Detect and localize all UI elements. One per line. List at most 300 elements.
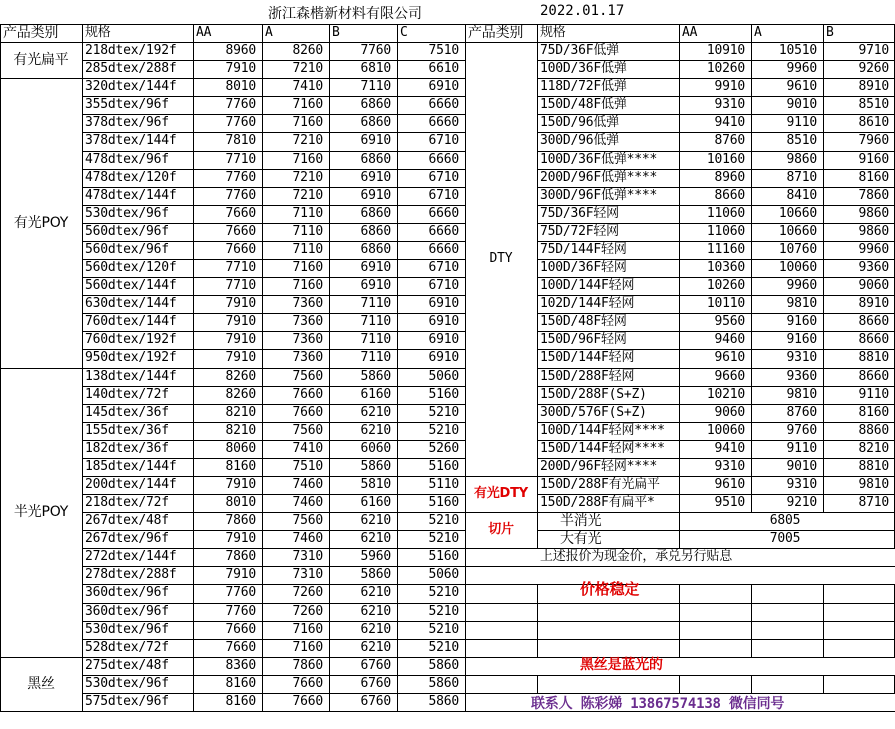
category-dty: DTY (489, 251, 513, 267)
chip-grade-label: 半消光 (560, 513, 602, 530)
left-spec-cell: 950dtex/192f (85, 350, 177, 366)
right-price-b: 8160 (858, 404, 889, 420)
left-price-b: 6810 (360, 61, 391, 77)
left-price-c: 6910 (428, 350, 459, 366)
left-price-b: 6860 (360, 115, 391, 131)
left-price-b: 6860 (360, 241, 391, 257)
left-spec-cell: 760dtex/144f (85, 314, 177, 330)
right-spec-cell: 300D/576F(S+Z) (540, 404, 647, 420)
right-price-aa: 10360 (706, 260, 745, 276)
grid-vline (465, 24, 466, 711)
left-price-c: 5210 (428, 621, 459, 637)
left-spec-cell: 320dtex/144f (85, 79, 177, 95)
right-price-a: 8710 (786, 169, 817, 185)
right-price-b: 8610 (858, 115, 889, 131)
right-price-aa: 10260 (706, 61, 745, 77)
left-spec-cell: 278dtex/288f (85, 567, 177, 583)
left-spec-cell: 478dtex/120f (85, 169, 177, 185)
chip-price: 6805 (769, 513, 801, 529)
right-price-aa: 11060 (706, 223, 745, 239)
left-price-a: 7460 (292, 477, 323, 492)
right-price-b: 8660 (858, 314, 889, 330)
left-price-b: 6210 (360, 585, 391, 601)
left-spec-cell: 272dtex/144f (85, 549, 177, 565)
left-price-a: 7210 (292, 133, 323, 149)
left-price-c: 5210 (428, 531, 459, 547)
left-price-b: 6760 (360, 675, 391, 691)
contact-info: 联系人 陈彩娣 13867574138 微信同号 (531, 695, 785, 712)
left-price-a: 7360 (292, 314, 323, 330)
right-header-a: A (754, 25, 762, 40)
left-spec-cell: 285dtex/288f (85, 61, 177, 77)
left-header-a: A (265, 25, 273, 40)
left-spec-cell: 378dtex/144f (85, 133, 177, 149)
right-spec-cell: 150D/288F轻网 (540, 368, 635, 384)
left-price-c: 5160 (428, 458, 459, 474)
left-spec-cell: 218dtex/72f (85, 495, 169, 511)
left-price-aa: 7660 (225, 639, 256, 655)
left-price-a: 7660 (292, 675, 323, 691)
grid-hline (465, 621, 895, 622)
left-spec-cell: 560dtex/120f (85, 260, 177, 276)
left-price-a: 7560 (292, 513, 323, 529)
left-price-aa: 7760 (225, 97, 256, 113)
left-price-a: 7260 (292, 603, 323, 619)
left-price-c: 5860 (428, 675, 459, 691)
left-spec-cell: 138dtex/144f (85, 368, 177, 384)
left-price-a: 7410 (292, 79, 323, 95)
right-price-a: 10660 (778, 223, 817, 239)
left-spec-cell: 560dtex/96f (85, 223, 169, 239)
right-spec-cell: 75D/72F轻网 (540, 223, 619, 239)
right-price-b: 7860 (858, 187, 889, 203)
left-price-c: 6910 (428, 296, 459, 312)
right-price-aa: 9610 (714, 477, 745, 492)
right-price-a: 8760 (786, 404, 817, 420)
right-price-a: 9810 (786, 386, 817, 402)
category-chips: 切片 (488, 522, 514, 538)
left-price-a: 7260 (292, 585, 323, 601)
left-price-a: 7860 (292, 657, 323, 673)
category-semi-poy: 半光POY (13, 504, 69, 521)
right-spec-cell: 150D/288F(S+Z) (540, 386, 647, 402)
left-price-aa: 8360 (225, 657, 256, 673)
left-price-c: 5160 (428, 549, 459, 565)
left-price-a: 7110 (292, 205, 323, 221)
right-price-a: 10760 (778, 241, 817, 257)
right-price-a: 9210 (786, 495, 817, 511)
left-price-aa: 7660 (225, 241, 256, 257)
left-price-a: 7160 (292, 278, 323, 294)
right-price-a: 9110 (786, 115, 817, 131)
right-spec-cell: 75D/144F轻网 (540, 241, 627, 257)
left-price-aa: 8260 (225, 368, 256, 384)
left-price-aa: 7760 (225, 187, 256, 203)
left-price-b: 6910 (360, 260, 391, 276)
left-price-aa: 7710 (225, 260, 256, 276)
left-header-aa: AA (196, 25, 212, 40)
right-price-aa: 9410 (714, 115, 745, 131)
left-price-c: 5060 (428, 368, 459, 384)
left-spec-cell: 560dtex/144f (85, 278, 177, 294)
left-price-c: 6710 (428, 133, 459, 149)
grid-vline (82, 24, 83, 711)
left-price-b: 5810 (360, 477, 391, 492)
left-price-a: 7460 (292, 495, 323, 511)
left-price-c: 5060 (428, 567, 459, 583)
left-price-aa: 8010 (225, 79, 256, 95)
left-price-c: 5210 (428, 585, 459, 601)
right-price-a: 9860 (786, 151, 817, 167)
left-price-a: 7460 (292, 531, 323, 547)
left-price-b: 6160 (360, 495, 391, 511)
right-price-b: 9360 (858, 260, 889, 276)
category-flat: 有光扁平 (13, 52, 69, 69)
right-price-aa: 8760 (714, 133, 745, 149)
left-price-a: 7210 (292, 187, 323, 203)
right-price-b: 8510 (858, 97, 889, 113)
left-price-b: 7110 (360, 314, 391, 330)
chip-price: 7005 (769, 531, 801, 547)
left-price-aa: 8010 (225, 495, 256, 511)
left-price-c: 5210 (428, 639, 459, 655)
right-price-aa: 10110 (706, 296, 745, 312)
black-yarn-note: 黑丝是蓝光的 (580, 656, 663, 673)
left-price-b: 6210 (360, 531, 391, 547)
right-price-b: 8910 (858, 79, 889, 95)
right-price-a: 9010 (786, 458, 817, 474)
left-price-c: 6660 (428, 223, 459, 239)
right-spec-cell: 100D/36F低弹 (540, 61, 627, 77)
right-spec-cell: 150D/288F有光扁平 (540, 477, 660, 492)
right-price-a: 9610 (786, 79, 817, 95)
left-price-aa: 8160 (225, 693, 256, 709)
left-price-aa: 8210 (225, 422, 256, 438)
left-spec-cell: 760dtex/192f (85, 332, 177, 348)
right-price-aa: 8660 (714, 187, 745, 203)
right-price-aa: 10210 (706, 386, 745, 402)
right-price-b: 9860 (858, 205, 889, 221)
left-price-b: 5960 (360, 549, 391, 565)
grid-hline (465, 675, 895, 676)
right-spec-cell: 150D/48F低弹 (540, 97, 627, 113)
right-price-b: 8660 (858, 332, 889, 348)
left-price-c: 5210 (428, 513, 459, 529)
right-price-aa: 9410 (714, 440, 745, 456)
right-price-b: 8860 (858, 422, 889, 438)
left-price-c: 6710 (428, 187, 459, 203)
left-spec-cell: 530dtex/96f (85, 621, 169, 637)
right-price-aa: 9460 (714, 332, 745, 348)
left-header-b: B (332, 25, 340, 40)
left-price-a: 7160 (292, 639, 323, 655)
right-price-a: 9360 (786, 368, 817, 384)
right-price-b: 8810 (858, 350, 889, 366)
right-price-aa: 8960 (714, 169, 745, 185)
right-spec-cell: 102D/144F轻网 (540, 296, 635, 312)
right-spec-cell: 150D/96低弹 (540, 115, 619, 131)
left-price-b: 7110 (360, 296, 391, 312)
left-price-c: 5860 (428, 657, 459, 673)
left-spec-cell: 630dtex/144f (85, 296, 177, 312)
right-price-aa: 9060 (714, 404, 745, 420)
left-header-c: C (400, 25, 408, 40)
right-spec-cell: 75D/36F低弹 (540, 43, 619, 59)
right-price-b: 9260 (858, 61, 889, 77)
left-price-b: 7110 (360, 350, 391, 366)
left-price-c: 6660 (428, 241, 459, 257)
left-spec-cell: 140dtex/72f (85, 386, 169, 402)
right-price-aa: 11160 (706, 241, 745, 257)
left-price-aa: 7660 (225, 621, 256, 637)
left-price-aa: 8160 (225, 458, 256, 474)
left-price-a: 7110 (292, 241, 323, 257)
grid-hline (465, 512, 537, 513)
right-spec-cell: 150D/48F轻网 (540, 314, 627, 330)
left-spec-cell: 360dtex/96f (85, 603, 169, 619)
left-price-a: 7360 (292, 332, 323, 348)
left-price-b: 6910 (360, 133, 391, 149)
grid-hline (465, 476, 537, 477)
left-spec-cell: 185dtex/144f (85, 458, 177, 474)
right-price-a: 9110 (786, 440, 817, 456)
left-spec-cell: 145dtex/36f (85, 404, 169, 420)
left-price-b: 6860 (360, 205, 391, 221)
left-price-c: 6910 (428, 332, 459, 348)
left-price-a: 7160 (292, 621, 323, 637)
right-price-aa: 9310 (714, 97, 745, 113)
left-price-b: 7760 (360, 43, 391, 59)
left-price-b: 6860 (360, 97, 391, 113)
left-price-aa: 7910 (225, 477, 256, 492)
left-price-c: 5210 (428, 422, 459, 438)
left-spec-cell: 200dtex/144f (85, 477, 177, 492)
category-bright-dty: 有光DTY (473, 486, 529, 502)
right-price-b: 9710 (858, 43, 889, 59)
right-header-cat: 产品类别 (468, 25, 524, 41)
left-price-b: 6060 (360, 440, 391, 456)
left-price-aa: 7910 (225, 332, 256, 348)
right-price-a: 9010 (786, 97, 817, 113)
right-price-aa: 9510 (714, 495, 745, 511)
right-spec-cell: 200D/96F低弹**** (540, 169, 658, 185)
left-price-aa: 7860 (225, 513, 256, 529)
left-price-aa: 8160 (225, 675, 256, 691)
grid-vline (679, 512, 680, 548)
right-price-aa: 10910 (706, 43, 745, 59)
grid-hline (465, 603, 895, 604)
left-price-aa: 7810 (225, 133, 256, 149)
sheet-date: 2022.01.17 (540, 3, 625, 19)
right-price-a: 10510 (778, 43, 817, 59)
left-price-c: 6660 (428, 97, 459, 113)
left-price-c: 5160 (428, 386, 459, 402)
left-price-a: 8260 (292, 43, 323, 59)
left-price-c: 5110 (428, 477, 459, 492)
right-spec-cell: 150D/96F轻网 (540, 332, 627, 348)
left-price-c: 6610 (428, 61, 459, 77)
right-price-a: 9960 (786, 278, 817, 294)
left-price-a: 7360 (292, 350, 323, 366)
left-price-b: 7110 (360, 332, 391, 348)
grid-vline (751, 675, 752, 693)
left-price-b: 6210 (360, 513, 391, 529)
right-price-aa: 9310 (714, 458, 745, 474)
grid-vline (751, 584, 752, 656)
right-price-aa: 9910 (714, 79, 745, 95)
right-spec-cell: 300D/96F低弹**** (540, 187, 658, 203)
left-price-c: 6660 (428, 151, 459, 167)
left-price-a: 7560 (292, 368, 323, 384)
right-spec-cell: 118D/72F低弹 (540, 79, 627, 95)
right-price-aa: 11060 (706, 205, 745, 221)
grid-vline (537, 584, 538, 656)
left-price-a: 7160 (292, 260, 323, 276)
left-price-b: 6210 (360, 422, 391, 438)
left-price-aa: 8210 (225, 404, 256, 420)
left-price-c: 6910 (428, 314, 459, 330)
left-spec-cell: 267dtex/48f (85, 513, 169, 529)
right-price-a: 9310 (786, 350, 817, 366)
left-price-aa: 8060 (225, 440, 256, 456)
left-spec-cell: 528dtex/72f (85, 639, 169, 655)
right-price-a: 9160 (786, 314, 817, 330)
left-price-b: 6210 (360, 639, 391, 655)
right-price-b: 9960 (858, 241, 889, 257)
right-price-a: 8410 (786, 187, 817, 203)
left-price-aa: 7760 (225, 585, 256, 601)
left-header-cat: 产品类别 (3, 25, 59, 41)
left-price-a: 7660 (292, 386, 323, 402)
right-price-a: 9810 (786, 296, 817, 312)
grid-vline (0, 24, 1, 711)
right-spec-cell: 150D/288F有扁平* (540, 495, 655, 511)
left-price-a: 7660 (292, 693, 323, 709)
left-spec-cell: 360dtex/96f (85, 585, 169, 601)
left-price-a: 7160 (292, 97, 323, 113)
right-price-a: 8510 (786, 133, 817, 149)
left-header-spec: 规格 (85, 25, 111, 40)
left-price-c: 5210 (428, 404, 459, 420)
left-price-c: 5860 (428, 693, 459, 709)
left-price-c: 5160 (428, 495, 459, 511)
left-price-b: 5860 (360, 368, 391, 384)
right-price-b: 8810 (858, 458, 889, 474)
left-price-aa: 7910 (225, 531, 256, 547)
right-price-b: 9810 (858, 477, 889, 492)
right-price-b: 8160 (858, 169, 889, 185)
left-price-b: 6910 (360, 169, 391, 185)
right-price-aa: 9610 (714, 350, 745, 366)
left-price-c: 5210 (428, 603, 459, 619)
right-price-a: 9760 (786, 422, 817, 438)
right-spec-cell: 100D/144F轻网**** (540, 422, 665, 438)
right-price-aa: 10160 (706, 151, 745, 167)
left-price-a: 7310 (292, 567, 323, 583)
left-price-c: 7510 (428, 43, 459, 59)
right-price-b: 8910 (858, 296, 889, 312)
left-spec-cell: 182dtex/36f (85, 440, 169, 456)
left-spec-cell: 530dtex/96f (85, 205, 169, 221)
left-price-aa: 7910 (225, 296, 256, 312)
category-black: 黑丝 (27, 675, 55, 692)
right-spec-cell: 75D/36F轻网 (540, 205, 619, 221)
left-price-b: 6210 (360, 603, 391, 619)
left-spec-cell: 267dtex/96f (85, 531, 169, 547)
left-price-b: 6860 (360, 223, 391, 239)
right-price-a: 9310 (786, 477, 817, 492)
left-price-aa: 7910 (225, 567, 256, 583)
left-price-aa: 7860 (225, 549, 256, 565)
right-price-aa: 10060 (706, 422, 745, 438)
right-price-b: 8210 (858, 440, 889, 456)
left-spec-cell: 575dtex/96f (85, 693, 169, 709)
right-price-b: 9160 (858, 151, 889, 167)
left-price-a: 7510 (292, 458, 323, 474)
right-spec-cell: 200D/96F轻网**** (540, 458, 658, 474)
left-price-aa: 7910 (225, 350, 256, 366)
right-spec-cell: 100D/144F轻网 (540, 278, 635, 294)
grid-hline (465, 566, 895, 567)
left-price-a: 7310 (292, 549, 323, 565)
right-spec-cell: 100D/36F低弹**** (540, 151, 658, 167)
left-spec-cell: 530dtex/96f (85, 675, 169, 691)
left-spec-cell: 560dtex/96f (85, 241, 169, 257)
left-price-a: 7410 (292, 440, 323, 456)
right-spec-cell: 100D/36F轻网 (540, 260, 627, 276)
price-stable-note: 价格稳定 (580, 580, 640, 599)
right-price-b: 7960 (858, 133, 889, 149)
left-price-c: 6660 (428, 115, 459, 131)
right-price-aa: 10260 (706, 278, 745, 294)
left-price-a: 7660 (292, 404, 323, 420)
left-price-b: 5860 (360, 567, 391, 583)
right-spec-cell: 300D/96低弹 (540, 133, 619, 149)
right-price-a: 9960 (786, 61, 817, 77)
left-price-c: 6910 (428, 79, 459, 95)
left-spec-cell: 355dtex/96f (85, 97, 169, 113)
grid-hline (0, 711, 465, 712)
right-price-aa: 9560 (714, 314, 745, 330)
left-price-a: 7210 (292, 61, 323, 77)
left-spec-cell: 218dtex/192f (85, 43, 177, 59)
grid-hline (465, 639, 895, 640)
category-bright-poy: 有光POY (13, 214, 69, 231)
grid-vline (823, 584, 824, 656)
left-price-b: 6910 (360, 278, 391, 294)
left-price-b: 6860 (360, 151, 391, 167)
left-spec-cell: 155dtex/36f (85, 422, 169, 438)
right-header-b: B (826, 25, 834, 40)
left-price-b: 6910 (360, 187, 391, 203)
right-spec-cell: 150D/144F轻网 (540, 350, 635, 366)
left-price-b: 6160 (360, 386, 391, 402)
left-spec-cell: 478dtex/144f (85, 187, 177, 203)
right-price-a: 10660 (778, 205, 817, 221)
cash-price-note: 上述报价为现金价，承兑另行贴息 (540, 549, 733, 565)
right-price-b: 8710 (858, 495, 889, 511)
left-price-a: 7210 (292, 169, 323, 185)
grid-vline (537, 675, 538, 693)
left-price-aa: 7760 (225, 115, 256, 131)
right-price-b: 8660 (858, 368, 889, 384)
right-spec-cell: 150D/144F轻网**** (540, 440, 665, 456)
company-name: 浙江森楷新材料有限公司 (268, 6, 422, 22)
left-price-b: 7110 (360, 79, 391, 95)
left-price-b: 6760 (360, 657, 391, 673)
left-price-c: 6710 (428, 260, 459, 276)
right-price-b: 9860 (858, 223, 889, 239)
